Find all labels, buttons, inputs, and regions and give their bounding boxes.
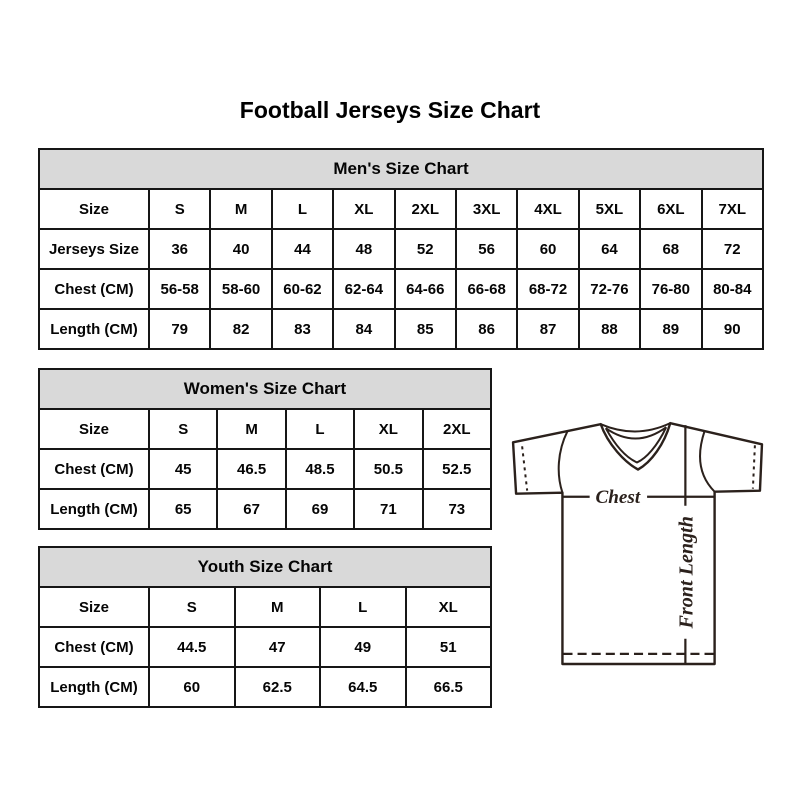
data-cell: 47	[235, 627, 321, 667]
data-cell: 80-84	[702, 269, 763, 309]
data-cell: 85	[395, 309, 456, 349]
data-cell: 66-68	[456, 269, 517, 309]
data-cell: 51	[406, 627, 492, 667]
data-cell: 87	[517, 309, 578, 349]
table-row	[39, 189, 763, 229]
data-cell: 40	[210, 229, 271, 269]
data-cell: 82	[210, 309, 271, 349]
data-cell: 44.5	[149, 627, 235, 667]
womens-size-chart-table	[38, 368, 492, 530]
row-header-cell: Size	[39, 409, 149, 449]
data-cell: 68	[640, 229, 701, 269]
table-header-row	[39, 547, 491, 587]
data-cell: 6XL	[640, 189, 701, 229]
data-cell: S	[149, 189, 210, 229]
youth-size-chart-table	[38, 546, 492, 708]
womens-table-title: Women's Size Chart	[39, 369, 491, 409]
table-row	[39, 409, 491, 449]
youth-table-title: Youth Size Chart	[39, 547, 491, 587]
data-cell: 49	[320, 627, 406, 667]
data-cell: 73	[423, 489, 491, 529]
data-cell: XL	[333, 189, 394, 229]
data-cell: M	[210, 189, 271, 229]
jersey-outline	[513, 423, 762, 664]
data-cell: 7XL	[702, 189, 763, 229]
data-cell: S	[149, 409, 217, 449]
chest-label: Chest	[595, 486, 641, 508]
data-cell: 60	[517, 229, 578, 269]
data-cell: 45	[149, 449, 217, 489]
data-cell: L	[320, 587, 406, 627]
data-cell: 5XL	[579, 189, 640, 229]
data-cell: 79	[149, 309, 210, 349]
data-cell: 56-58	[149, 269, 210, 309]
data-cell: L	[286, 409, 354, 449]
table-row	[39, 667, 491, 707]
data-cell: 69	[286, 489, 354, 529]
data-cell: 76-80	[640, 269, 701, 309]
data-cell: 62-64	[333, 269, 394, 309]
data-cell: 2XL	[395, 189, 456, 229]
table-header-row	[39, 369, 491, 409]
data-cell: 84	[333, 309, 394, 349]
data-cell: 62.5	[235, 667, 321, 707]
data-cell: 58-60	[210, 269, 271, 309]
data-cell: 36	[149, 229, 210, 269]
data-cell: 83	[272, 309, 333, 349]
row-header-cell: Length (CM)	[39, 667, 149, 707]
row-header-cell: Chest (CM)	[39, 449, 149, 489]
data-cell: 60	[149, 667, 235, 707]
data-cell: XL	[406, 587, 492, 627]
table-row	[39, 449, 491, 489]
data-cell: M	[217, 409, 285, 449]
table-row	[39, 269, 763, 309]
row-header-cell: Chest (CM)	[39, 269, 149, 309]
data-cell: M	[235, 587, 321, 627]
mens-size-chart-table	[38, 148, 764, 350]
data-cell: S	[149, 587, 235, 627]
data-cell: 46.5	[217, 449, 285, 489]
data-cell: 64-66	[395, 269, 456, 309]
data-cell: XL	[354, 409, 422, 449]
front-length-label: Front Length	[675, 516, 698, 629]
data-cell: 86	[456, 309, 517, 349]
row-header-cell: Size	[39, 587, 149, 627]
row-header-cell: Size	[39, 189, 149, 229]
page-title: Football Jerseys Size Chart	[239, 97, 541, 123]
data-cell: 65	[149, 489, 217, 529]
data-cell: 72-76	[579, 269, 640, 309]
table-row	[39, 229, 763, 269]
row-header-cell: Jerseys Size	[39, 229, 149, 269]
data-cell: 68-72	[517, 269, 578, 309]
data-cell: 64.5	[320, 667, 406, 707]
data-cell: 89	[640, 309, 701, 349]
row-header-cell: Length (CM)	[39, 309, 149, 349]
data-cell: 4XL	[517, 189, 578, 229]
data-cell: 48.5	[286, 449, 354, 489]
data-cell: 88	[579, 309, 640, 349]
data-cell: L	[272, 189, 333, 229]
table-header-row	[39, 149, 763, 189]
data-cell: 52	[395, 229, 456, 269]
data-cell: 52.5	[423, 449, 491, 489]
table-row	[39, 587, 491, 627]
table-row	[39, 309, 763, 349]
data-cell: 90	[702, 309, 763, 349]
data-cell: 3XL	[456, 189, 517, 229]
mens-table-title: Men's Size Chart	[39, 149, 763, 189]
table-row	[39, 627, 491, 667]
data-cell: 66.5	[406, 667, 492, 707]
data-cell: 71	[354, 489, 422, 529]
data-cell: 50.5	[354, 449, 422, 489]
data-cell: 44	[272, 229, 333, 269]
jersey-measurement-diagram	[505, 403, 767, 667]
data-cell: 48	[333, 229, 394, 269]
data-cell: 67	[217, 489, 285, 529]
table-row	[39, 489, 491, 529]
data-cell: 56	[456, 229, 517, 269]
data-cell: 72	[702, 229, 763, 269]
row-header-cell: Chest (CM)	[39, 627, 149, 667]
row-header-cell: Length (CM)	[39, 489, 149, 529]
data-cell: 60-62	[272, 269, 333, 309]
data-cell: 2XL	[423, 409, 491, 449]
data-cell: 64	[579, 229, 640, 269]
